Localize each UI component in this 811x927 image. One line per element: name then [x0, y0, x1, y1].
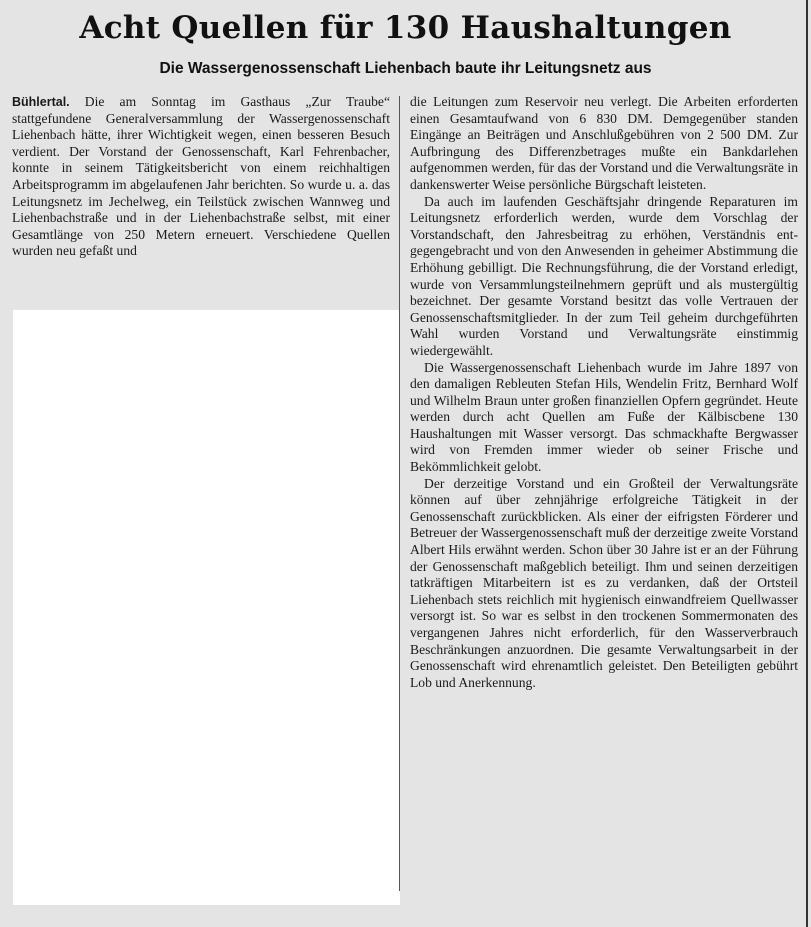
left-paragraph-1 [12, 94, 390, 260]
right-paragraph-4: Der derzeitige Vorstand und ein Großteil der Verwaltungsräte können auf über zehnjährige erfolgreiche Tätigkeit in der Genossenschaft zurückblicken. Als einer der eifrigsten Förderer und Betreuer der Wassergenossenschaft muß der derzeitige zweite Vorstand Albert Hils erwähnt werden. Schon über 30 Jahre ist er an der Führung der Genossenschaft maßgeblich beteiligt. Ihm und seinen derzeitigen tatkräftigen Mitarbeitern ist es zu verdanken, daß der Ortsteil Liehenbach stets reichlich mit hygienisch einwandfreiem Quellwasser versorgt ist. So war es selbst in den trockenen Sommermonaten des vergangenen Jahres nicht erforderlich, für den Wasserverbrauch Beschränkungen anzuordnen. Die gesamte Verwaltungsarbeit in der Genossenschaft wird ehrenamtlich geleistet. Den Beteiligten gebührt Lob und Anerkennung. [410, 475, 798, 690]
left-column [12, 94, 390, 260]
right-paragraph-1: die Leitungen zum Reservoir neu verlegt. Die Arbeiten erforderten einen Gesamtaufwand von 6 830 DM. Demgegenüber standen Eingänge an Beiträgen und Anschlußgebühren von 2 500 DM. Zur Aufbringung des Differenzbetrages mußte ein Bankdarlehen aufgenommen werden, für das der Vorstand und die Verwaltungsräte in dankenswerter Weise persönliche Bürgschaft leisteten. [410, 94, 798, 192]
right-paragraph-2: Da auch im laufenden Geschäftsjahr dringende Reparaturen im Leitungsnetz erforderlich werden, wurde dem Vorschlag der Vorstandschaft, den Jahresbeitrag zu erhöhen, Verständnis entgegengebracht und von den Anwesenden in geheimer Abstimmung die Erhöhung gebilligt. Die Rechnungsführung, die der Vorstand erledigt, wurde von Versammlungsteilnehmern geprüft und als mustergültig bezeichnet. Der gesamte Vorstand besitzt das volle Vertrauen der Genossenschaftsmitglieder. In der zum Teil geheim durchgeführten Wahl wurden Vorstand und Verwaltungsräte einstimmig wiedergewählt. [410, 193, 798, 358]
dateline: Bühlertal. [12, 95, 70, 109]
article-subheadline: Die Wassergenossenschaft Liehenbach baute ihr Leitungsnetz aus [159, 60, 652, 77]
page-edge-line [806, 0, 808, 927]
column-divider [399, 96, 400, 891]
left-paragraph-1-text: Die am Sonntag im Gasthaus „Zur Traube“ stattgefundene Generalversammlung der Wassergenossenschaft Liehenbach hätte, ihrer Wichtigkeit wegen, einen besseren Besuch verdient. Der Vorstand der Genossenschaft, Karl Fehrenbacher, konnte in seinem Tätigkeitsbericht von einem reichhaltigen Arbeitsprogramm im abgelaufenen Jahr berichten. So wurde u. a. das Leitungsnetz im Jechelweg, ein Teilstück zwischen Wannweg und Liehenbachstraße und in der Liehenbachstraße selbst, mit einer Gesamtlänge von 250 Metern erneuert. Verschiedene Quellen wurden neu gefaßt und [12, 94, 390, 259]
right-column [410, 94, 798, 691]
right-paragraph-3: Die Wassergenossenschaft Liehenbach wurde im Jahre 1897 von den damaligen Rebleuten Stefan Hils, Wendelin Fritz, Bernhard Wolf und Wilhelm Braun unter großen finanziellen Opfern gegründet. Heute werden durch acht Quellen am Fuße der Kälbiscbene 130 Haushaltungen mit Wasser versorgt. Das schmackhafte Bergwasser wird von Fremden immer wieder ob seiner Frische und Bekömmlichkeit gelobt. [410, 359, 798, 475]
blank-area [13, 310, 400, 905]
article-headline: Acht Quellen für 130 Haushaltungen [79, 10, 732, 46]
